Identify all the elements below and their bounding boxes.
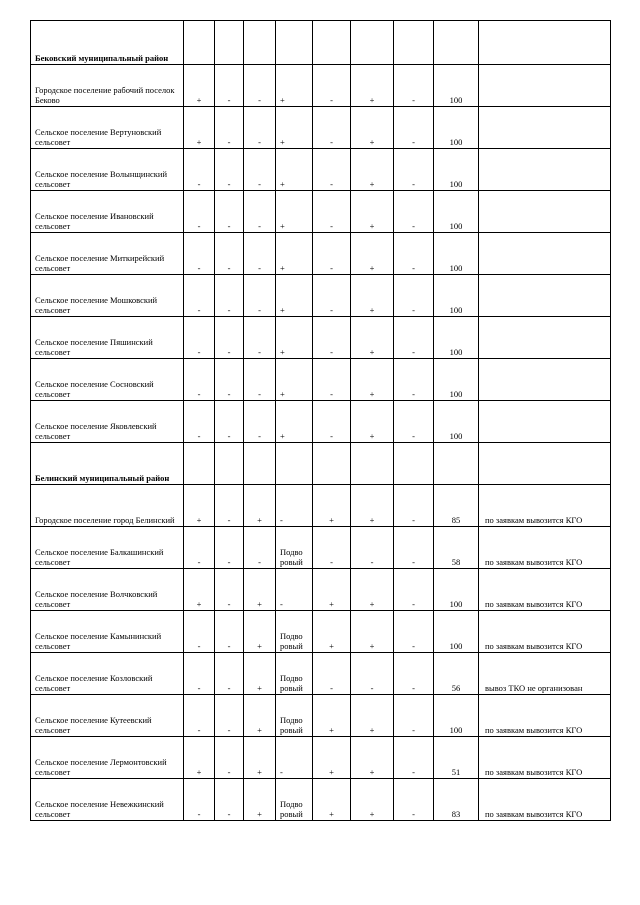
mark-cell-c3: + — [244, 485, 276, 527]
settlement-row — [31, 149, 611, 191]
settlement-name: Городское поселение рабочий поселок Беково — [31, 65, 184, 107]
settlement-name: Сельское поселение Яковлевский сельсовет — [31, 401, 184, 443]
settlement-row — [31, 653, 611, 695]
mark-cell-c4: + — [276, 65, 313, 107]
coverage-percent: 100 — [434, 233, 479, 275]
note-cell — [479, 317, 611, 359]
settlement-name: Сельское поселение Вертуновский сельсовет — [31, 107, 184, 149]
mark-cell-c3: - — [244, 149, 276, 191]
settlement-row — [31, 779, 611, 821]
note-cell: по заявкам вывозится КГО — [479, 611, 611, 653]
note-cell — [479, 233, 611, 275]
mark-cell-c1: - — [184, 233, 215, 275]
mark-cell-c4: Подво ровый — [276, 611, 313, 653]
settlement-row — [31, 401, 611, 443]
mark-cell-c6: + — [351, 275, 394, 317]
mark-cell-c5: - — [313, 401, 351, 443]
empty-cell — [351, 21, 394, 65]
settlement-name: Сельское поселение Пяшинский сельсовет — [31, 317, 184, 359]
empty-cell — [479, 21, 611, 65]
mark-cell-c5: - — [313, 527, 351, 569]
mark-cell-c5: + — [313, 737, 351, 779]
coverage-percent: 100 — [434, 695, 479, 737]
coverage-percent: 51 — [434, 737, 479, 779]
mark-cell-c6: + — [351, 611, 394, 653]
empty-cell — [276, 21, 313, 65]
mark-cell-c1: - — [184, 317, 215, 359]
settlement-row — [31, 611, 611, 653]
mark-cell-c7: - — [394, 317, 434, 359]
mark-cell-c1: - — [184, 359, 215, 401]
note-cell: по заявкам вывозится КГО — [479, 569, 611, 611]
settlement-row — [31, 107, 611, 149]
settlement-row — [31, 695, 611, 737]
mark-cell-c7: - — [394, 569, 434, 611]
mark-cell-c3: + — [244, 569, 276, 611]
mark-cell-c6: + — [351, 737, 394, 779]
mark-cell-c7: - — [394, 527, 434, 569]
mark-cell-c2: - — [215, 695, 244, 737]
empty-cell — [215, 443, 244, 485]
empty-cell — [313, 21, 351, 65]
mark-cell-c2: - — [215, 233, 244, 275]
coverage-percent: 58 — [434, 527, 479, 569]
mark-cell-c2: - — [215, 359, 244, 401]
mark-cell-c5: - — [313, 65, 351, 107]
mark-cell-c2: - — [215, 527, 244, 569]
settlement-name: Сельское поселение Волынщинский сельсовет — [31, 149, 184, 191]
note-cell: по заявкам вывозится КГО — [479, 527, 611, 569]
mark-cell-c5: + — [313, 779, 351, 821]
mark-cell-c7: - — [394, 485, 434, 527]
mark-cell-c3: + — [244, 779, 276, 821]
mark-cell-c2: - — [215, 611, 244, 653]
settlement-name: Сельское поселение Кутеевский сельсовет — [31, 695, 184, 737]
mark-cell-c3: - — [244, 65, 276, 107]
mark-cell-c5: - — [313, 107, 351, 149]
mark-cell-c4: + — [276, 275, 313, 317]
empty-cell — [244, 21, 276, 65]
mark-cell-c6: + — [351, 695, 394, 737]
settlement-name: Городское поселение город Белинский — [31, 485, 184, 527]
mark-cell-c7: - — [394, 191, 434, 233]
mark-cell-c1: - — [184, 191, 215, 233]
settlement-row — [31, 485, 611, 527]
mark-cell-c3: - — [244, 527, 276, 569]
mark-cell-c3: - — [244, 359, 276, 401]
settlement-row — [31, 359, 611, 401]
mark-cell-c5: - — [313, 359, 351, 401]
district-name: Белинский муниципальный район — [31, 443, 184, 485]
mark-cell-c1: - — [184, 149, 215, 191]
mark-cell-c3: - — [244, 401, 276, 443]
empty-cell — [434, 21, 479, 65]
coverage-percent: 100 — [434, 401, 479, 443]
settlement-name: Сельское поселение Балкашинский сельсовет — [31, 527, 184, 569]
coverage-percent: 100 — [434, 107, 479, 149]
mark-cell-c5: + — [313, 695, 351, 737]
mark-cell-c6: + — [351, 107, 394, 149]
mark-cell-c7: - — [394, 233, 434, 275]
mark-cell-c4: + — [276, 317, 313, 359]
note-cell: по заявкам вывозится КГО — [479, 695, 611, 737]
mark-cell-c3: - — [244, 317, 276, 359]
mark-cell-c6: + — [351, 359, 394, 401]
mark-cell-c4: + — [276, 149, 313, 191]
mark-cell-c7: - — [394, 695, 434, 737]
empty-cell — [276, 443, 313, 485]
empty-cell — [184, 443, 215, 485]
mark-cell-c3: + — [244, 737, 276, 779]
note-cell — [479, 65, 611, 107]
mark-cell-c6: + — [351, 233, 394, 275]
coverage-percent: 83 — [434, 779, 479, 821]
mark-cell-c2: - — [215, 779, 244, 821]
mark-cell-c4: Подво ровый — [276, 695, 313, 737]
mark-cell-c3: + — [244, 695, 276, 737]
empty-cell — [215, 21, 244, 65]
mark-cell-c5: - — [313, 653, 351, 695]
settlement-name: Сельское поселение Волчковский сельсовет — [31, 569, 184, 611]
note-cell — [479, 359, 611, 401]
mark-cell-c4: + — [276, 191, 313, 233]
mark-cell-c7: - — [394, 611, 434, 653]
coverage-percent: 100 — [434, 569, 479, 611]
note-cell: вывоз ТКО не организован — [479, 653, 611, 695]
mark-cell-c4: - — [276, 485, 313, 527]
mark-cell-c2: - — [215, 65, 244, 107]
mark-cell-c1: + — [184, 65, 215, 107]
settlements-table — [30, 20, 611, 821]
settlement-row — [31, 527, 611, 569]
settlement-name: Сельское поселение Невежкинский сельсовет — [31, 779, 184, 821]
settlement-row — [31, 233, 611, 275]
mark-cell-c6: + — [351, 317, 394, 359]
mark-cell-c7: - — [394, 737, 434, 779]
mark-cell-c2: - — [215, 737, 244, 779]
mark-cell-c2: - — [215, 317, 244, 359]
note-cell: по заявкам вывозится КГО — [479, 485, 611, 527]
settlement-name: Сельское поселение Камынинский сельсовет — [31, 611, 184, 653]
mark-cell-c1: - — [184, 611, 215, 653]
mark-cell-c4: - — [276, 737, 313, 779]
mark-cell-c7: - — [394, 779, 434, 821]
mark-cell-c1: - — [184, 779, 215, 821]
mark-cell-c6: + — [351, 779, 394, 821]
mark-cell-c4: - — [276, 569, 313, 611]
mark-cell-c6: + — [351, 65, 394, 107]
mark-cell-c2: - — [215, 149, 244, 191]
settlement-name: Сельское поселение Сосновский сельсовет — [31, 359, 184, 401]
note-cell: по заявкам вывозится КГО — [479, 737, 611, 779]
empty-cell — [394, 443, 434, 485]
coverage-percent: 100 — [434, 65, 479, 107]
settlement-name: Сельское поселение Лермонтовский сельсовет — [31, 737, 184, 779]
mark-cell-c1: - — [184, 653, 215, 695]
mark-cell-c7: - — [394, 65, 434, 107]
mark-cell-c1: - — [184, 401, 215, 443]
note-cell — [479, 107, 611, 149]
mark-cell-c6: + — [351, 485, 394, 527]
mark-cell-c7: - — [394, 359, 434, 401]
mark-cell-c6: + — [351, 401, 394, 443]
mark-cell-c6: + — [351, 191, 394, 233]
mark-cell-c5: - — [313, 275, 351, 317]
mark-cell-c1: + — [184, 737, 215, 779]
settlement-row — [31, 317, 611, 359]
mark-cell-c3: + — [244, 611, 276, 653]
mark-cell-c1: - — [184, 695, 215, 737]
mark-cell-c2: - — [215, 275, 244, 317]
mark-cell-c5: + — [313, 611, 351, 653]
settlement-row — [31, 275, 611, 317]
mark-cell-c5: - — [313, 317, 351, 359]
mark-cell-c4: + — [276, 359, 313, 401]
note-cell — [479, 275, 611, 317]
coverage-percent: 100 — [434, 611, 479, 653]
mark-cell-c4: + — [276, 233, 313, 275]
mark-cell-c5: - — [313, 191, 351, 233]
coverage-percent: 100 — [434, 275, 479, 317]
settlement-name: Сельское поселение Ивановский сельсовет — [31, 191, 184, 233]
mark-cell-c1: + — [184, 107, 215, 149]
mark-cell-c3: - — [244, 275, 276, 317]
empty-cell — [184, 21, 215, 65]
empty-cell — [313, 443, 351, 485]
mark-cell-c7: - — [394, 401, 434, 443]
mark-cell-c2: - — [215, 191, 244, 233]
coverage-percent: 100 — [434, 359, 479, 401]
mark-cell-c4: + — [276, 401, 313, 443]
mark-cell-c6: + — [351, 149, 394, 191]
settlement-name: Сельское поселение Козловский сельсовет — [31, 653, 184, 695]
settlement-row — [31, 569, 611, 611]
mark-cell-c1: + — [184, 569, 215, 611]
coverage-percent: 85 — [434, 485, 479, 527]
settlement-name: Сельское поселение Мошковский сельсовет — [31, 275, 184, 317]
mark-cell-c4: Подво ровый — [276, 653, 313, 695]
mark-cell-c5: - — [313, 149, 351, 191]
coverage-percent: 100 — [434, 317, 479, 359]
district-row — [31, 21, 611, 65]
mark-cell-c5: - — [313, 233, 351, 275]
mark-cell-c3: + — [244, 653, 276, 695]
empty-cell — [479, 443, 611, 485]
settlement-row — [31, 191, 611, 233]
mark-cell-c2: - — [215, 401, 244, 443]
mark-cell-c4: + — [276, 107, 313, 149]
mark-cell-c1: - — [184, 275, 215, 317]
mark-cell-c3: - — [244, 233, 276, 275]
mark-cell-c7: - — [394, 653, 434, 695]
mark-cell-c4: Подво ровый — [276, 779, 313, 821]
mark-cell-c1: - — [184, 527, 215, 569]
mark-cell-c2: - — [215, 653, 244, 695]
mark-cell-c6: + — [351, 569, 394, 611]
mark-cell-c6: - — [351, 527, 394, 569]
district-row — [31, 443, 611, 485]
coverage-percent: 56 — [434, 653, 479, 695]
empty-cell — [434, 443, 479, 485]
coverage-percent: 100 — [434, 149, 479, 191]
settlement-row — [31, 737, 611, 779]
district-name: Бековский муниципальный район — [31, 21, 184, 65]
empty-cell — [351, 443, 394, 485]
settlement-name: Сельское поселение Миткирейский сельсовет — [31, 233, 184, 275]
mark-cell-c2: - — [215, 569, 244, 611]
mark-cell-c5: + — [313, 569, 351, 611]
note-cell — [479, 191, 611, 233]
mark-cell-c3: - — [244, 107, 276, 149]
mark-cell-c7: - — [394, 107, 434, 149]
empty-cell — [244, 443, 276, 485]
mark-cell-c1: + — [184, 485, 215, 527]
mark-cell-c4: Подво ровый — [276, 527, 313, 569]
mark-cell-c7: - — [394, 275, 434, 317]
mark-cell-c6: - — [351, 653, 394, 695]
note-cell — [479, 401, 611, 443]
mark-cell-c3: - — [244, 191, 276, 233]
note-cell: по заявкам вывозится КГО — [479, 779, 611, 821]
empty-cell — [394, 21, 434, 65]
note-cell — [479, 149, 611, 191]
settlement-row — [31, 65, 611, 107]
mark-cell-c2: - — [215, 107, 244, 149]
coverage-percent: 100 — [434, 191, 479, 233]
mark-cell-c7: - — [394, 149, 434, 191]
mark-cell-c5: + — [313, 485, 351, 527]
mark-cell-c2: - — [215, 485, 244, 527]
